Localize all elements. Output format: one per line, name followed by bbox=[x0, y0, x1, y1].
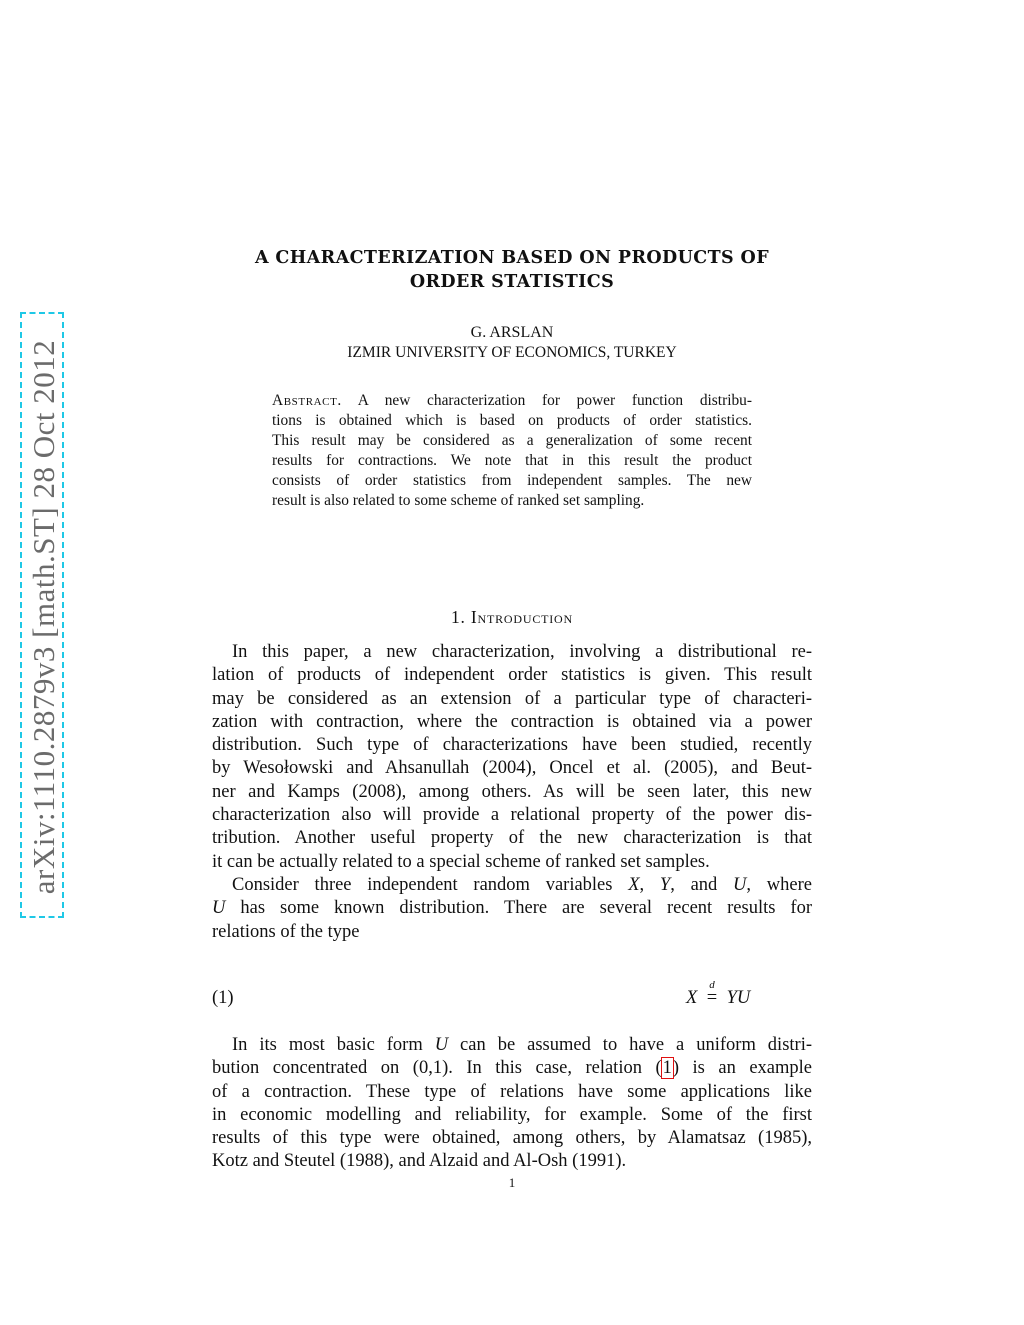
paragraph-line: characterization also will provide a relational property of the power dis- bbox=[212, 805, 812, 826]
math-var-x: X bbox=[628, 875, 640, 895]
equal-in-distribution-symbol bbox=[704, 979, 720, 1009]
abstract-line: consists of order statistics from independent samples. The new bbox=[272, 472, 752, 489]
author-affiliation: IZMIR UNIVERSITY OF ECONOMICS, TURKEY bbox=[347, 344, 677, 361]
paper-title bbox=[212, 246, 812, 294]
text-run: , and bbox=[670, 875, 734, 895]
paragraph-line bbox=[212, 874, 812, 897]
arxiv-identifier[interactable]: arXiv:1110.2879v3 [math.ST] 28 Oct 2012 bbox=[26, 339, 61, 895]
abstract-line bbox=[272, 391, 752, 411]
text-run: Consider three independent random variables bbox=[232, 875, 629, 895]
text-run: , where bbox=[746, 875, 812, 895]
paragraph-line bbox=[212, 897, 812, 920]
equation-lhs: X bbox=[686, 988, 698, 1008]
paragraph-line bbox=[212, 1034, 812, 1057]
text-run: bution concentrated on (0,1). In this case, relation ( bbox=[212, 1058, 662, 1079]
paragraph-line: tribution. Another useful property of the new characterization is that bbox=[212, 828, 812, 849]
paragraph-line: ner and Kamps (2008), among others. As will be seen later, this new bbox=[212, 781, 812, 802]
paragraph-line: of a contraction. These type of relations have some applications like bbox=[212, 1081, 812, 1102]
section-number: 1. bbox=[450, 607, 466, 627]
paragraph-line: zation with contraction, where the contraction is obtained via a power bbox=[212, 711, 812, 732]
abstract-text: A new characterization for power function distribu- bbox=[357, 392, 752, 409]
paragraph-1 bbox=[212, 641, 812, 874]
abstract-heading: Abstract. bbox=[272, 392, 342, 409]
paragraph-line: in economic modelling and reliability, for example. Some of the first bbox=[212, 1104, 812, 1125]
abstract bbox=[272, 391, 752, 511]
abstract-line: tions is obtained which is based on products of order statistics. bbox=[272, 412, 752, 429]
paragraph-line: distribution. Such type of characterizations have been studied, recently bbox=[212, 735, 812, 756]
math-var-u: U bbox=[434, 1035, 449, 1055]
abstract-line: This result may be considered as a generalization of some recent bbox=[272, 432, 752, 449]
paragraph-line: lation of products of independent order statistics is given. This result bbox=[212, 665, 812, 686]
text-run: has some known distribution. There are several recent results for bbox=[225, 898, 812, 919]
text-run: , bbox=[639, 875, 660, 895]
paragraph-2 bbox=[212, 874, 812, 944]
math-var-u: U bbox=[212, 898, 226, 919]
equation-body bbox=[686, 979, 751, 1009]
text-run: can be assumed to have a uniform distri- bbox=[448, 1035, 812, 1055]
math-var-y: Y bbox=[659, 875, 671, 895]
paragraph-line: may be considered as an extension of a particular type of characteri- bbox=[212, 688, 812, 709]
page-number: 1 bbox=[508, 1175, 516, 1190]
paragraph-line: relations of the type bbox=[212, 921, 360, 942]
section-title: Introduction bbox=[470, 607, 573, 627]
abstract-line: results for contractions. We note that in this result the product bbox=[272, 452, 752, 469]
equation-ref-link[interactable]: 1 bbox=[662, 1058, 672, 1079]
paragraph-line: In this paper, a new characterization, involving a distributional re- bbox=[232, 642, 812, 662]
equation-number: (1) bbox=[212, 988, 234, 1008]
section-heading bbox=[212, 606, 812, 628]
arxiv-stamp bbox=[20, 312, 64, 918]
paragraph-line: it can be actually related to a special scheme of ranked set samples. bbox=[212, 851, 710, 872]
paragraph-3 bbox=[212, 1034, 812, 1174]
paragraph-line: by Wesołowski and Ahsanullah (2004), Oncel et al. (2005), and Beut- bbox=[212, 758, 812, 779]
paper-title-line-1: A CHARACTERIZATION BASED ON PRODUCTS OF bbox=[254, 248, 770, 268]
text-run: In its most basic form bbox=[232, 1035, 435, 1055]
paragraph-line: results of this type were obtained, among others, by Alamatsaz (1985), bbox=[212, 1128, 812, 1149]
text-run: ) is an example bbox=[672, 1058, 813, 1079]
paragraph-line: Kotz and Steutel (1988), and Alzaid and Al-Osh (1991). bbox=[212, 1151, 627, 1172]
equation-relation: = bbox=[706, 988, 718, 1008]
equation-1 bbox=[212, 979, 812, 1014]
equation-over-d: d bbox=[709, 979, 715, 991]
paragraph-line bbox=[212, 1057, 812, 1080]
author-name: G. ARSLAN bbox=[470, 324, 554, 341]
paper-title-line-2: ORDER STATISTICS bbox=[409, 272, 615, 292]
abstract-line: result is also related to some scheme of ranked set sampling. bbox=[272, 492, 645, 509]
math-var-u: U bbox=[733, 875, 747, 895]
equation-rhs: YU bbox=[726, 988, 751, 1008]
